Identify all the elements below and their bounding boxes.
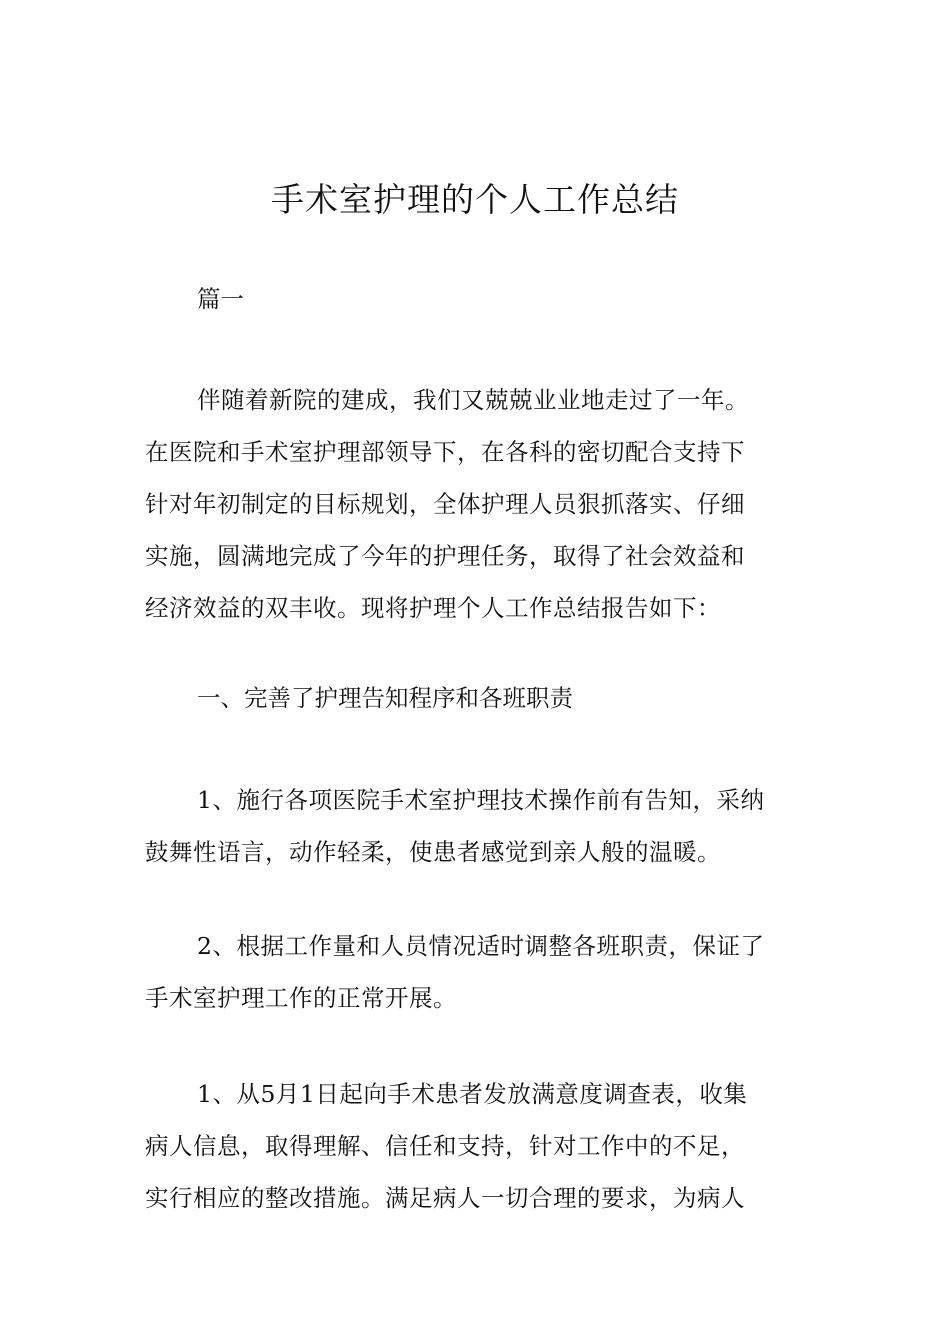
paragraph-line: 1、从5月1日起向手术患者发放满意度调查表，收集 (197, 1080, 748, 1108)
paragraph-line: 病人信息，取得理解、信任和支持，针对工作中的不足， (145, 1132, 745, 1160)
paragraph-line: 实施，圆满地完成了今年的护理任务，取得了社会效益和 (145, 542, 745, 570)
paragraph-item (145, 920, 809, 1024)
paragraph-item (145, 774, 809, 878)
paragraph-line: 伴随着新院的建成，我们又兢兢业业地走过了一年。 (197, 386, 749, 414)
paragraph-line: 实行相应的整改措施。满足病人一切合理的要求，为病人 (145, 1184, 745, 1212)
paragraph-line: 手术室护理工作的正常开展。 (145, 984, 457, 1012)
paragraph-line: 针对年初制定的目标规划，全体护理人员狠抓落实、仔细 (145, 490, 745, 518)
paragraph-line: 2、根据工作量和人员情况适时调整各班职责，保证了 (197, 932, 765, 960)
paragraph-line: 经济效益的双丰收。现将护理个人工作总结报告如下： (145, 594, 721, 622)
paragraph-intro (145, 374, 809, 634)
paragraph-line: 在医院和手术室护理部领导下，在各科的密切配合支持下 (145, 438, 745, 466)
section-heading: 一、完善了护理告知程序和各班职责 (197, 684, 573, 712)
document-title: 手术室护理的个人工作总结 (271, 180, 679, 219)
paragraph-line: 鼓舞性语言，动作轻柔，使患者感觉到亲人般的温暖。 (145, 838, 721, 866)
paragraph-line: 1、施行各项医院手术室护理技术操作前有告知，采纳 (197, 786, 765, 814)
section-label: 篇一 (197, 285, 244, 313)
paragraph-item (145, 1068, 809, 1224)
